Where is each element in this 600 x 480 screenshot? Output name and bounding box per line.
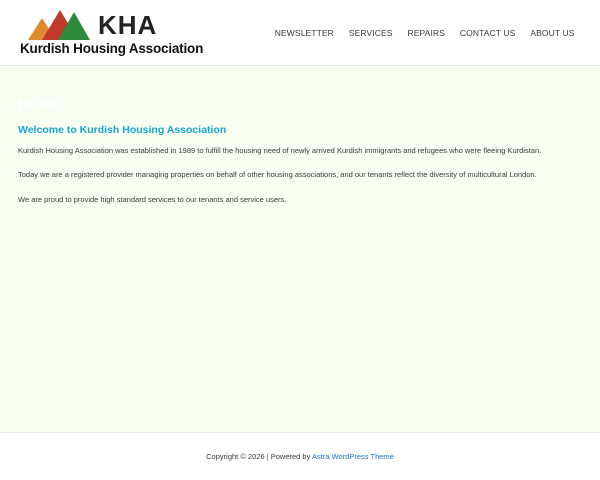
page-title: HOME [18,95,62,111]
content-area [0,66,600,432]
nav-item-services[interactable]: SERVICES [348,28,393,38]
nav-item-newsletter[interactable]: NEWSLETTER [274,28,334,38]
site-header [0,0,600,66]
welcome-heading: Welcome to Kurdish Housing Association [18,124,227,136]
mountains-logo-icon [20,6,100,40]
nav-item-repairs[interactable]: REPAIRS [407,28,445,38]
services-paragraph: We are proud to provide high standard services to our tenants and service users. [18,195,287,204]
copyright-text: Copyright © 2026 | Powered by [206,452,313,461]
astra-theme-link[interactable]: Astra WordPress Theme [312,452,394,461]
site-footer [0,432,600,480]
intro-paragraph: Kurdish Housing Association was established in 1989 to fulfill the housing need of newly arrived Kurdish immigrants and refugees who were fleeing Kurdistan. [18,146,542,155]
footer-copyright [0,452,600,462]
nav-item-about-us[interactable]: ABOUT US [530,28,575,38]
provider-paragraph: Today we are a registered provider managing properties on behalf of other housing associations, and our tenants reflect the diversity of multicultural London. [18,170,537,179]
main-nav [267,27,582,39]
nav-item-contact-us[interactable]: CONTACT US [459,28,516,38]
logo-mark-text: KHA [98,10,158,40]
site-logo[interactable] [20,6,204,58]
logo-name-text: Kurdish Housing Association [20,41,204,56]
